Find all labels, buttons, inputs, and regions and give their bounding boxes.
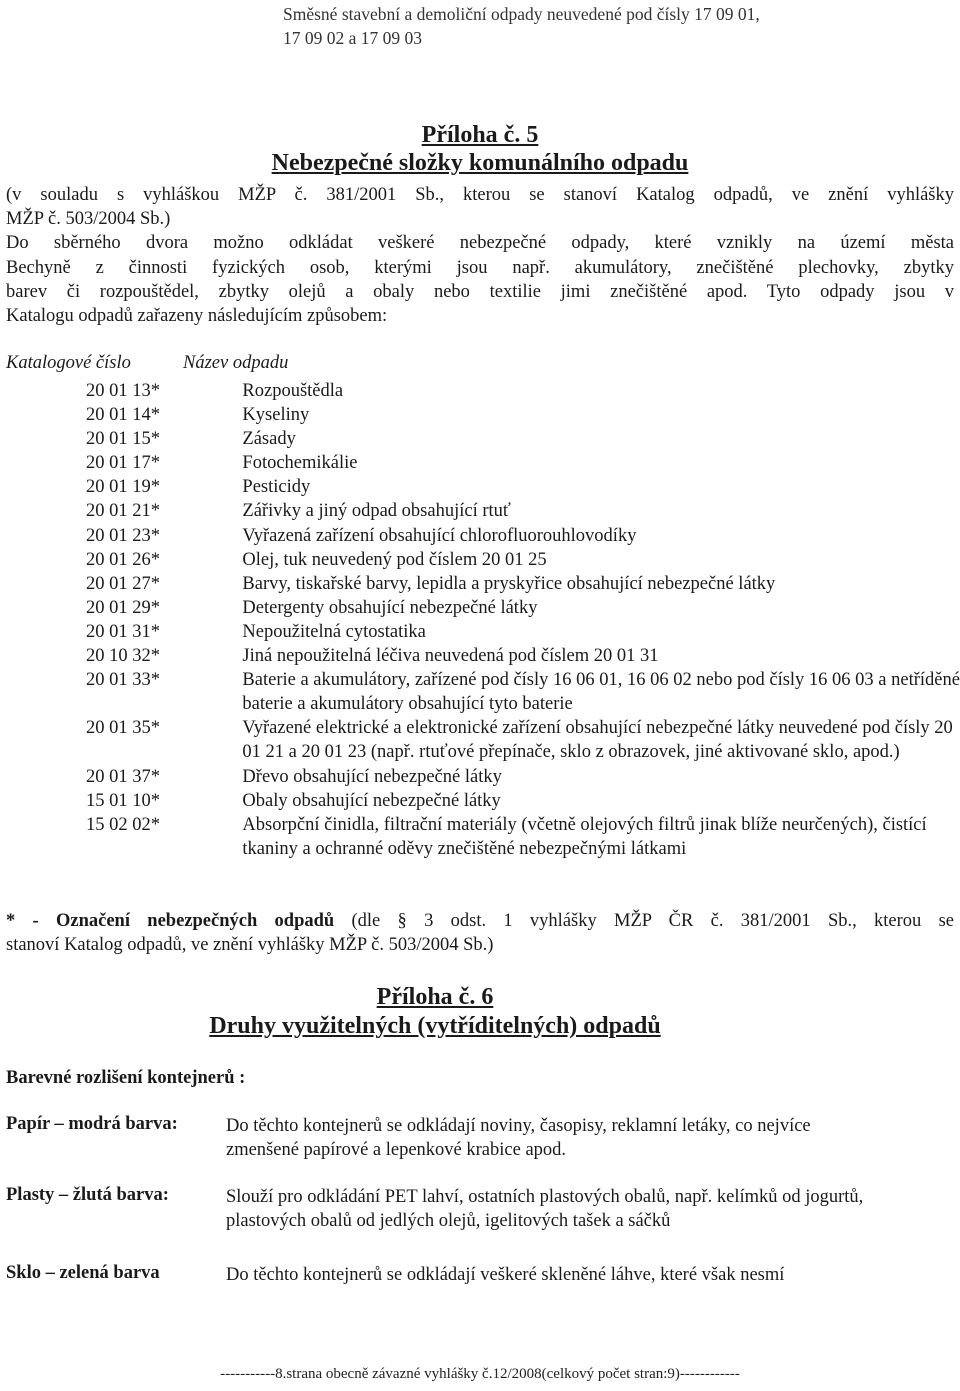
container-type: Papír – modrá barva:	[6, 1114, 178, 1134]
hazard-note	[6, 909, 954, 957]
note-line-1	[6, 909, 954, 933]
annex6-title: Příloha č. 6	[376, 984, 494, 1010]
table-row	[86, 596, 960, 620]
waste-name: Fotochemikálie	[242, 453, 358, 474]
table-row	[86, 499, 960, 523]
waste-code: 20 01 15*	[86, 429, 160, 450]
waste-code: 20 01 33*	[86, 670, 160, 691]
table-row	[86, 789, 960, 813]
waste-code: 20 01 27*	[86, 573, 160, 594]
table-row	[86, 765, 960, 789]
intro-line: Bechyně z činnosti fyzických osob, kterými jsou např. akumulátory, znečištěné plechovky, zbytky	[6, 257, 954, 278]
waste-name: Zářivky a jiný odpad obsahující rtuť	[242, 501, 511, 522]
table-row	[86, 427, 960, 451]
table-row	[86, 475, 960, 499]
waste-code: 20 01 19*	[86, 477, 160, 498]
container-desc: Do těchto kontejnerů se odkládají veškeré skleněné láhve, které však nesmí	[226, 1265, 785, 1285]
table-row	[86, 572, 960, 596]
waste-catalog-table	[86, 379, 960, 861]
note-prefix: * - Označení	[6, 911, 148, 931]
page-footer: -----------8.strana obecně závazné vyhlášky č.12/2008(celkový počet stran:9)------------	[220, 1366, 740, 1382]
table-row	[86, 451, 960, 475]
waste-name: Dřevo obsahující nebezpečné látky	[242, 766, 502, 787]
waste-name: Absorpční činidla, filtrační materiály (včetně olejových filtrů jinak blíže neurčených), čistící tkaniny a ochranné oděvy znečištěné nebezpečnými látkami	[242, 814, 927, 859]
waste-name: Olej, tuk neuvedený pod číslem 20 01 25	[242, 549, 547, 570]
waste-name: Vyřazené elektrické a elektronické zařízení obsahující nebezpečné látky neuvedené pod čísly 20 01 21 a 20 01 23 (např. rtuťové přepínače, sklo z obrazovek, jiné aktivované sklo, apod.)	[242, 718, 953, 763]
waste-name: Obaly obsahující nebezpečné látky	[242, 790, 501, 811]
header-line-1: Směsné stavební a demoliční odpady neuvedené pod čísly 17 09 01,	[283, 4, 760, 24]
waste-code: 20 10 32*	[86, 646, 160, 667]
intro-line: Katalogu odpadů zařazeny následujícím způsobem:	[6, 306, 388, 327]
container-type: Sklo – zelená barva	[6, 1263, 160, 1283]
waste-name: Detergenty obsahující nebezpečné látky	[242, 597, 538, 618]
intro-line: (v souladu s vyhláškou MŽP č. 381/2001 Sb., kterou se stanoví Katalog odpadů, ve znění vyhlášky	[6, 185, 954, 205]
waste-name: Rozpouštědla	[242, 381, 344, 401]
note-bold: nebezpečných odpadů	[147, 911, 335, 931]
waste-code: 20 01 29*	[86, 597, 160, 618]
waste-code: 20 01 17*	[86, 453, 160, 474]
table-row	[86, 524, 960, 548]
annex5-subtitle: Nebezpečné složky komunálního odpadu	[271, 150, 689, 176]
note-line-2: stanoví Katalog odpadů, ve znění vyhlášky MŽP č. 503/2004 Sb.)	[6, 935, 494, 956]
waste-code: 20 01 35*	[86, 718, 160, 739]
waste-name: Baterie a akumulátory, zařízené pod čísly 16 06 01, 16 06 02 nebo pod čísly 16 06 03 a netříděné baterie a akumulátory obsahující tyto baterie	[242, 670, 960, 715]
waste-name: Barvy, tiskařské barvy, lepidla a pryskyřice obsahující nebezpečné látky	[242, 573, 776, 594]
table-row	[86, 644, 960, 668]
catalog-column-headers	[0, 353, 960, 379]
waste-name: Kyseliny	[242, 405, 310, 426]
waste-code: 20 01 31*	[86, 621, 160, 642]
annex5-title: Příloha č. 5	[421, 122, 539, 148]
table-row	[86, 620, 960, 644]
intro-line: Do sběrného dvora možno odkládat veškeré nebezpečné odpady, které vznikly na území města	[6, 233, 954, 254]
annex6-subtitle: Druhy využitelných (vytříditelných) odpadů	[209, 1013, 661, 1039]
table-row	[86, 548, 960, 572]
container-desc: Do těchto kontejnerů se odkládají noviny, časopisy, reklamní letáky, co nejvíce zmenšené papírové a lepenkové krabice apod.	[226, 1116, 811, 1161]
intro-line: MŽP č. 503/2004 Sb.)	[6, 209, 171, 230]
container-desc: Slouží pro odkládání PET lahví, ostatních plastových obalů, např. kelímků od jogurtů, plastových obalů od jedlých olejů, igelitových tašek a sáčků	[226, 1187, 864, 1232]
waste-name: Zásady	[242, 429, 296, 450]
waste-code: 20 01 26*	[86, 549, 160, 570]
table-row	[86, 379, 960, 403]
waste-name: Vyřazená zařízení obsahující chlorofluorouhlovodíky	[242, 525, 637, 546]
table-row	[86, 668, 960, 716]
column-header-code: Katalogové číslo	[6, 353, 131, 373]
waste-code: 20 01 21*	[86, 501, 160, 522]
note-rest: (dle § 3 odst. 1 vyhlášky MŽP ČR č. 381/2001 Sb., kterou se	[334, 911, 954, 931]
waste-code: 15 01 10*	[86, 790, 160, 811]
header-line-2: 17 09 02 a 17 09 03	[283, 28, 423, 48]
table-row	[86, 716, 960, 764]
waste-code: 15 02 02*	[86, 814, 160, 835]
annex5-intro	[6, 183, 954, 328]
waste-name: Nepoužitelná cytostatika	[242, 621, 426, 642]
waste-code: 20 01 14*	[86, 405, 160, 426]
running-header	[283, 2, 760, 50]
waste-name: Pesticidy	[242, 477, 311, 498]
waste-code: 20 01 13*	[86, 381, 160, 401]
waste-code: 20 01 23*	[86, 525, 160, 546]
intro-line: barev či rozpouštědel, zbytky olejů a obaly nebo textilie jimi znečištěné apod. Tyto odpady jsou v	[6, 281, 954, 302]
table-row	[86, 813, 960, 861]
table-row	[86, 403, 960, 427]
container-type: Plasty – žlutá barva:	[6, 1185, 169, 1205]
waste-name: Jiná nepoužitelná léčiva neuvedená pod číslem 20 01 31	[242, 646, 659, 667]
color-coding-heading: Barevné rozlišení kontejnerů :	[6, 1068, 246, 1088]
waste-code: 20 01 37*	[86, 766, 160, 787]
column-header-name: Název odpadu	[183, 353, 289, 373]
